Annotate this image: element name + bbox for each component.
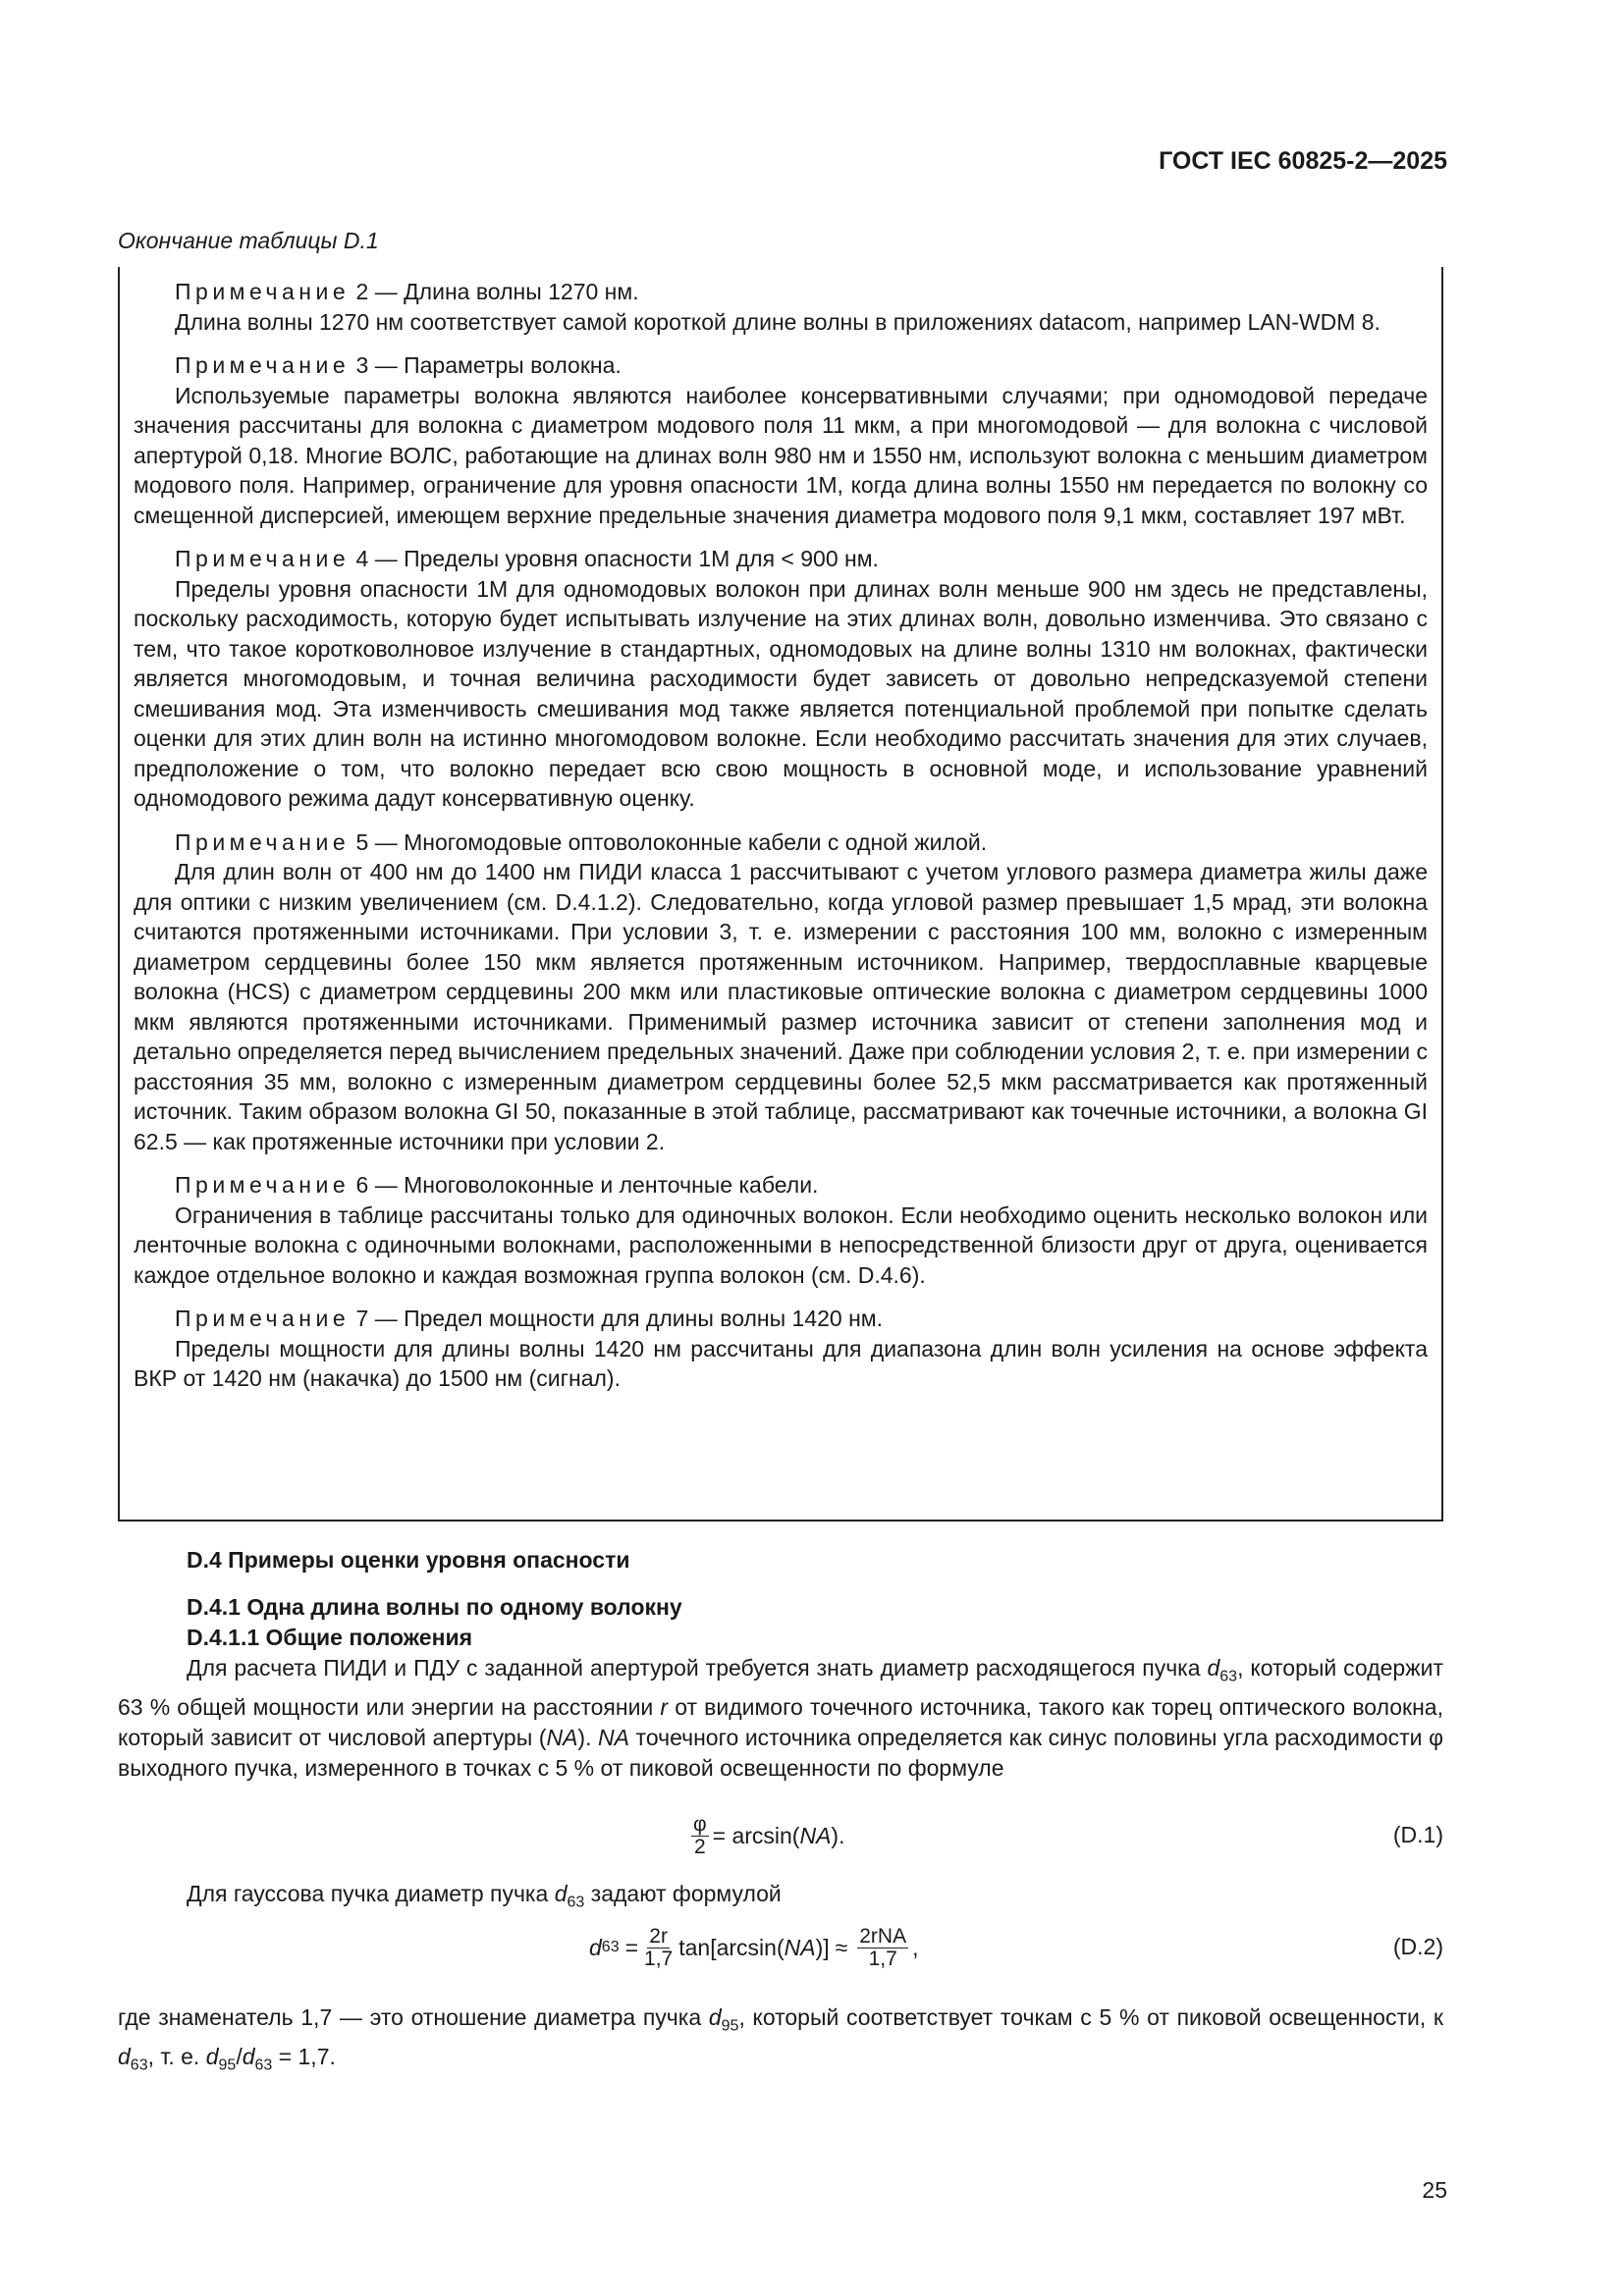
note-4	[134, 544, 1428, 814]
section-heading-d41: D.4.1 Одна длина волны по одному волокну D.4.1.1 Общие положения Для расчета ПИДИ и ПДУ с заданной апертурой требуется знать диаметр расходящегося пучка $d_{63}$, который содержит 63 % общей мощности или энергии на расстоянии r от видимого точечного источника, такого как торец оптического волокна, который зависит от числовой апертуры (NA). NA точечного источника определяется как синус половины угла расходимости φ выходного пучка, измеренного в точках с 5 % от пиковой освещенности по формуле	[118, 1592, 1443, 1784]
note-label: Примечание	[175, 828, 351, 855]
paragraph-intro: Для расчета ПИДИ и ПДУ с заданной апертурой требуется знать диаметр расходящегося пучка $d_{63}$, который содержит 63 % общей мощности или энергии на расстоянии r от видимого точечного источника, такого как торец оптического волокна, который зависит от числовой апертуры (NA). NA точечного источника определяется как синус половины угла расходимости φ выходного пучка, измеренного в точках с 5 % от пиковой освещенности по формуле	[118, 1655, 1443, 1781]
note-7	[134, 1304, 1428, 1394]
note-body: Для длин волн от 400 нм до 1400 нм ПИДИ класса 1 рассчитывают с учетом углового размера диаметра жилы даже для оптики с низким увеличением (см. D.4.1.2). Следовательно, когда угловой размер превышает 1,5 мрад, эти волокна считаются протяженными источниками. При условии 3, т. е. измерении с расстояния 100 мм, волокно с измеренным диаметром сердцевины более 150 мкм является протяженным источником. Например, твердосплавные кварцевые волокна (HCS) с диаметром сердцевины 200 мкм или пластиковые оптические волокна с диаметром сердцевины 1000 мкм являются протяженными источниками. Применимый размер источника зависит от степени заполнения мод и детально определяется перед вычислением предельных значений. Даже при соблюдении условия 2, т. е. при измерении с расстояния 35 мм, волокно с измеренным диаметром сердцевины более 52,5 мкм рассматривается как протяженный источник. Таким образом волокна GI 50, показанные в этой таблице, рассматривают как точечные источники, а волокна GI 62.5 — как протяженные источники при условии 2.	[134, 859, 1428, 1154]
note-title: 4 — Пределы уровня опасности 1М для < 900 нм.	[355, 546, 879, 571]
section-heading-d4: D.4 Примеры оценки уровня опасности	[187, 1547, 630, 1573]
note-6	[134, 1170, 1428, 1290]
note-label: Примечание	[175, 352, 351, 378]
note-label: Примечание	[175, 1306, 351, 1331]
note-label: Примечание	[175, 546, 351, 571]
standard-header: ГОСТ IEC 60825-2—2025	[1159, 147, 1447, 175]
fraction: $\frac{2r}{1,7}$	[644, 1924, 674, 1970]
note-label: Примечание	[175, 279, 351, 304]
page-number: 25	[1422, 2177, 1447, 2203]
note-5	[134, 828, 1428, 1157]
note-body: Пределы мощности для длины волны 1420 нм рассчитаны для диапазона длин волн усиления на основе эффекта ВКР от 1420 нм (накачка) до 1500 нм (сигнал).	[134, 1335, 1428, 1391]
formula-d1: $\frac{\varphi}{2}$ = arcsin( NA ). (D.1)	[693, 1812, 1443, 1858]
fraction: $\frac{\text{2rNA}}{1,7}$	[859, 1924, 907, 1970]
note-title: 6 — Многоволоконные и ленточные кабели.	[355, 1172, 819, 1198]
note-body: Ограничения в таблице рассчитаны только для одиночных волокон. Если необходимо оценить несколько волокон или ленточные волокна с одиночными волокнами, расположенными в непосредственной близости друг от друга, оценивается каждое отдельное волокно и каждая возможная группа волокон (см. D.4.6).	[134, 1201, 1428, 1288]
note-label: Примечание	[175, 1172, 351, 1198]
paragraph-gauss: Для гауссова пучка диаметр пучка $d_{63}$ задают формулой	[187, 1881, 782, 1911]
note-body: Длина волны 1270 нм соответствует самой короткой длине волны в приложениях datacom, например LAN-WDM 8.	[175, 308, 1380, 335]
paragraph-denominator: где знаменатель 1,7 — это отношение диаметра пучка $d_{95}$, который соответствует точкам с 5 % от пиковой освещенности, к $d_{63}$, т. е. $d_{95}/d_{63} = 1,7$.	[118, 2004, 1443, 2074]
formula-d2: d 63 = $\frac{2r}{1,7}$ tan[arcsin( NA )] ≈ $\frac{\text{2rNA}}{1,7}$ , (D.2)	[589, 1924, 1443, 1970]
note-title: 3 — Параметры волокна.	[355, 352, 622, 378]
note-title: 2 — Длина волны 1270 нм.	[355, 279, 639, 304]
section-heading-d411: D.4.1.1 Общие положения	[187, 1625, 473, 1650]
equation-number: (D.2)	[1392, 1934, 1443, 1959]
note-3	[134, 350, 1428, 530]
note-2	[134, 277, 1428, 337]
note-body: Пределы уровня опасности 1М для одномодовых волокон при длинах волн меньше 900 нм здесь не представлены, поскольку расходимость, которую будет испытывать излучение на этих длинах волн, довольно изменчива. Это связано с тем, что такое коротковолновое излучение в стандартных, одномодовых на длине волны 1310 нм волокнах, фактически является многомодовым, и точная величина расходимости будет зависеть от довольно непредсказуемой степени смешивания мод. Эта изменчивость смешивания мод также является потенциальной проблемой при попытке сделать оценки для этих длин волн на истинно многомодовом волокне. Если необходимо рассчитать значения для этих случаев, предположение о том, что волокно передает всю свою мощность в основной моде, и использование уравнений одномодового режима дадут консервативную оценку.	[134, 575, 1428, 811]
fraction: $\frac{\varphi}{2}$	[693, 1812, 707, 1858]
table-notes-box	[118, 267, 1443, 1522]
note-body: Используемые параметры волокна являются наиболее консервативными случаями; при одномодовой передаче значения рассчитаны для волокна с диаметром модового поля 11 мкм, а при многомодовой — для волокна с числовой апертурой 0,18. Многие ВОЛС, работающие на длинах волн 980 нм и 1550 нм, используют волокна с меньшим диаметром модового поля. Например, ограничение для уровня опасности 1М, когда длина волны 1550 нм передается по волокну со смещенной дисперсией, имеющем верхние предельные значения диаметра модового поля 9,1 мкм, составляет 197 мВт.	[134, 382, 1428, 528]
note-title: 7 — Предел мощности для длины волны 1420 нм.	[355, 1306, 884, 1331]
table-caption: Окончание таблицы D.1	[118, 228, 379, 253]
note-title: 5 — Многомодовые оптоволоконные кабели с одной жилой.	[355, 828, 988, 855]
equation-number: (D.1)	[1392, 1822, 1443, 1847]
